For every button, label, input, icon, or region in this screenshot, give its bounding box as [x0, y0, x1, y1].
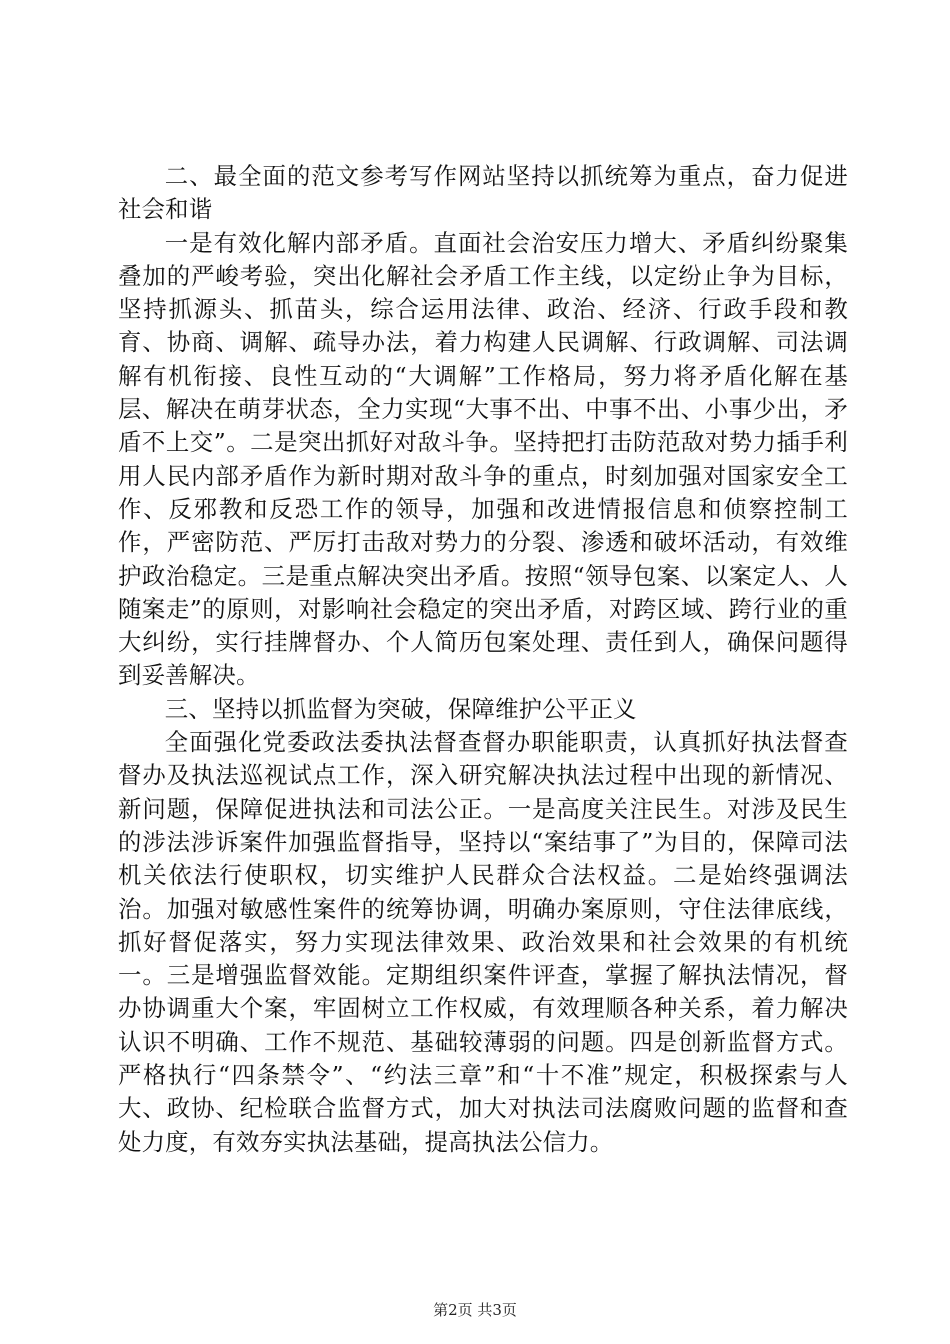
section-heading-three: 三、坚持以抓监督为突破，保障维护公平正义 [164, 694, 637, 723]
section-heading-two: 二、最全面的范文参考写作网站坚持以抓统筹为重点，奋力促进社会和谐 [118, 162, 848, 224]
body-paragraph: 一是有效化解内部矛盾。直面社会治安压力增大、矛盾纠纷聚集叠加的严峻考验，突出化解社会矛盾工作主线，以定纷止争为目标，坚持抓源头、抓苗头，综合运用法律、政治、经济、行政手段和教育、协商、调解、疏导办法，着力构建人民调解、行政调解、司法调解有机衔接、良性互动的“大调解”工作格局，努力将矛盾化解在基层、解决在萌芽状态，全力实现“大事不出、中事不出、小事少出，矛盾不上交”。二是突出抓好对敌斗争。坚持把打击防范敌对势力插手利用人民内部矛盾作为新时期对敌斗争的重点，时刻加强对国家安全工作、反邪教和反恐工作的领导，加强和改进情报信息和侦察控制工作，严密防范、严厉打击敌对势力的分裂、渗透和破坏活动，有效维护政治稳定。三是重点解决突出矛盾。按照“领导包案、以案定人、人随案走”的原则，对影响社会稳定的突出矛盾，对跨区域、跨行业的重大纠纷，实行挂牌督办、个人简历包案处理、责任到人，确保问题得到妥善解决。 [118, 228, 848, 690]
body-paragraph: 全面强化党委政法委执法督查督办职能职责，认真抓好执法督查督办及执法巡视试点工作，深入研究解决执法过程中出现的新情况、新问题，保障促进执法和司法公正。一是高度关注民生。对涉及民生的涉法涉诉案件加强监督指导，坚持以“案结事了”为目的，保障司法机关依法行使职权，切实维护人民群众合法权益。二是始终强调法治。加强对敏感性案件的统筹协调，明确办案原则，守住法律底线，抓好督促落实，努力实现法律效果、政治效果和社会效果的有机统一。三是增强监督效能。定期组织案件评查，掌握了解执法情况，督办协调重大个案，牢固树立工作权威，有效理顺各种关系，着力解决认识不明确、工作不规范、基础较薄弱的问题。四是创新监督方式。严格执行“四条禁令”、“约法三章”和“十不准”规定，积极探索与人大、政协、纪检联合监督方式，加大对执法司法腐败问题的监督和查处力度，有效夯实执法基础，提高执法公信力。 [118, 728, 848, 1156]
document-body [118, 160, 848, 1159]
page-number-footer: 第2页 共3页 [433, 1301, 517, 1319]
